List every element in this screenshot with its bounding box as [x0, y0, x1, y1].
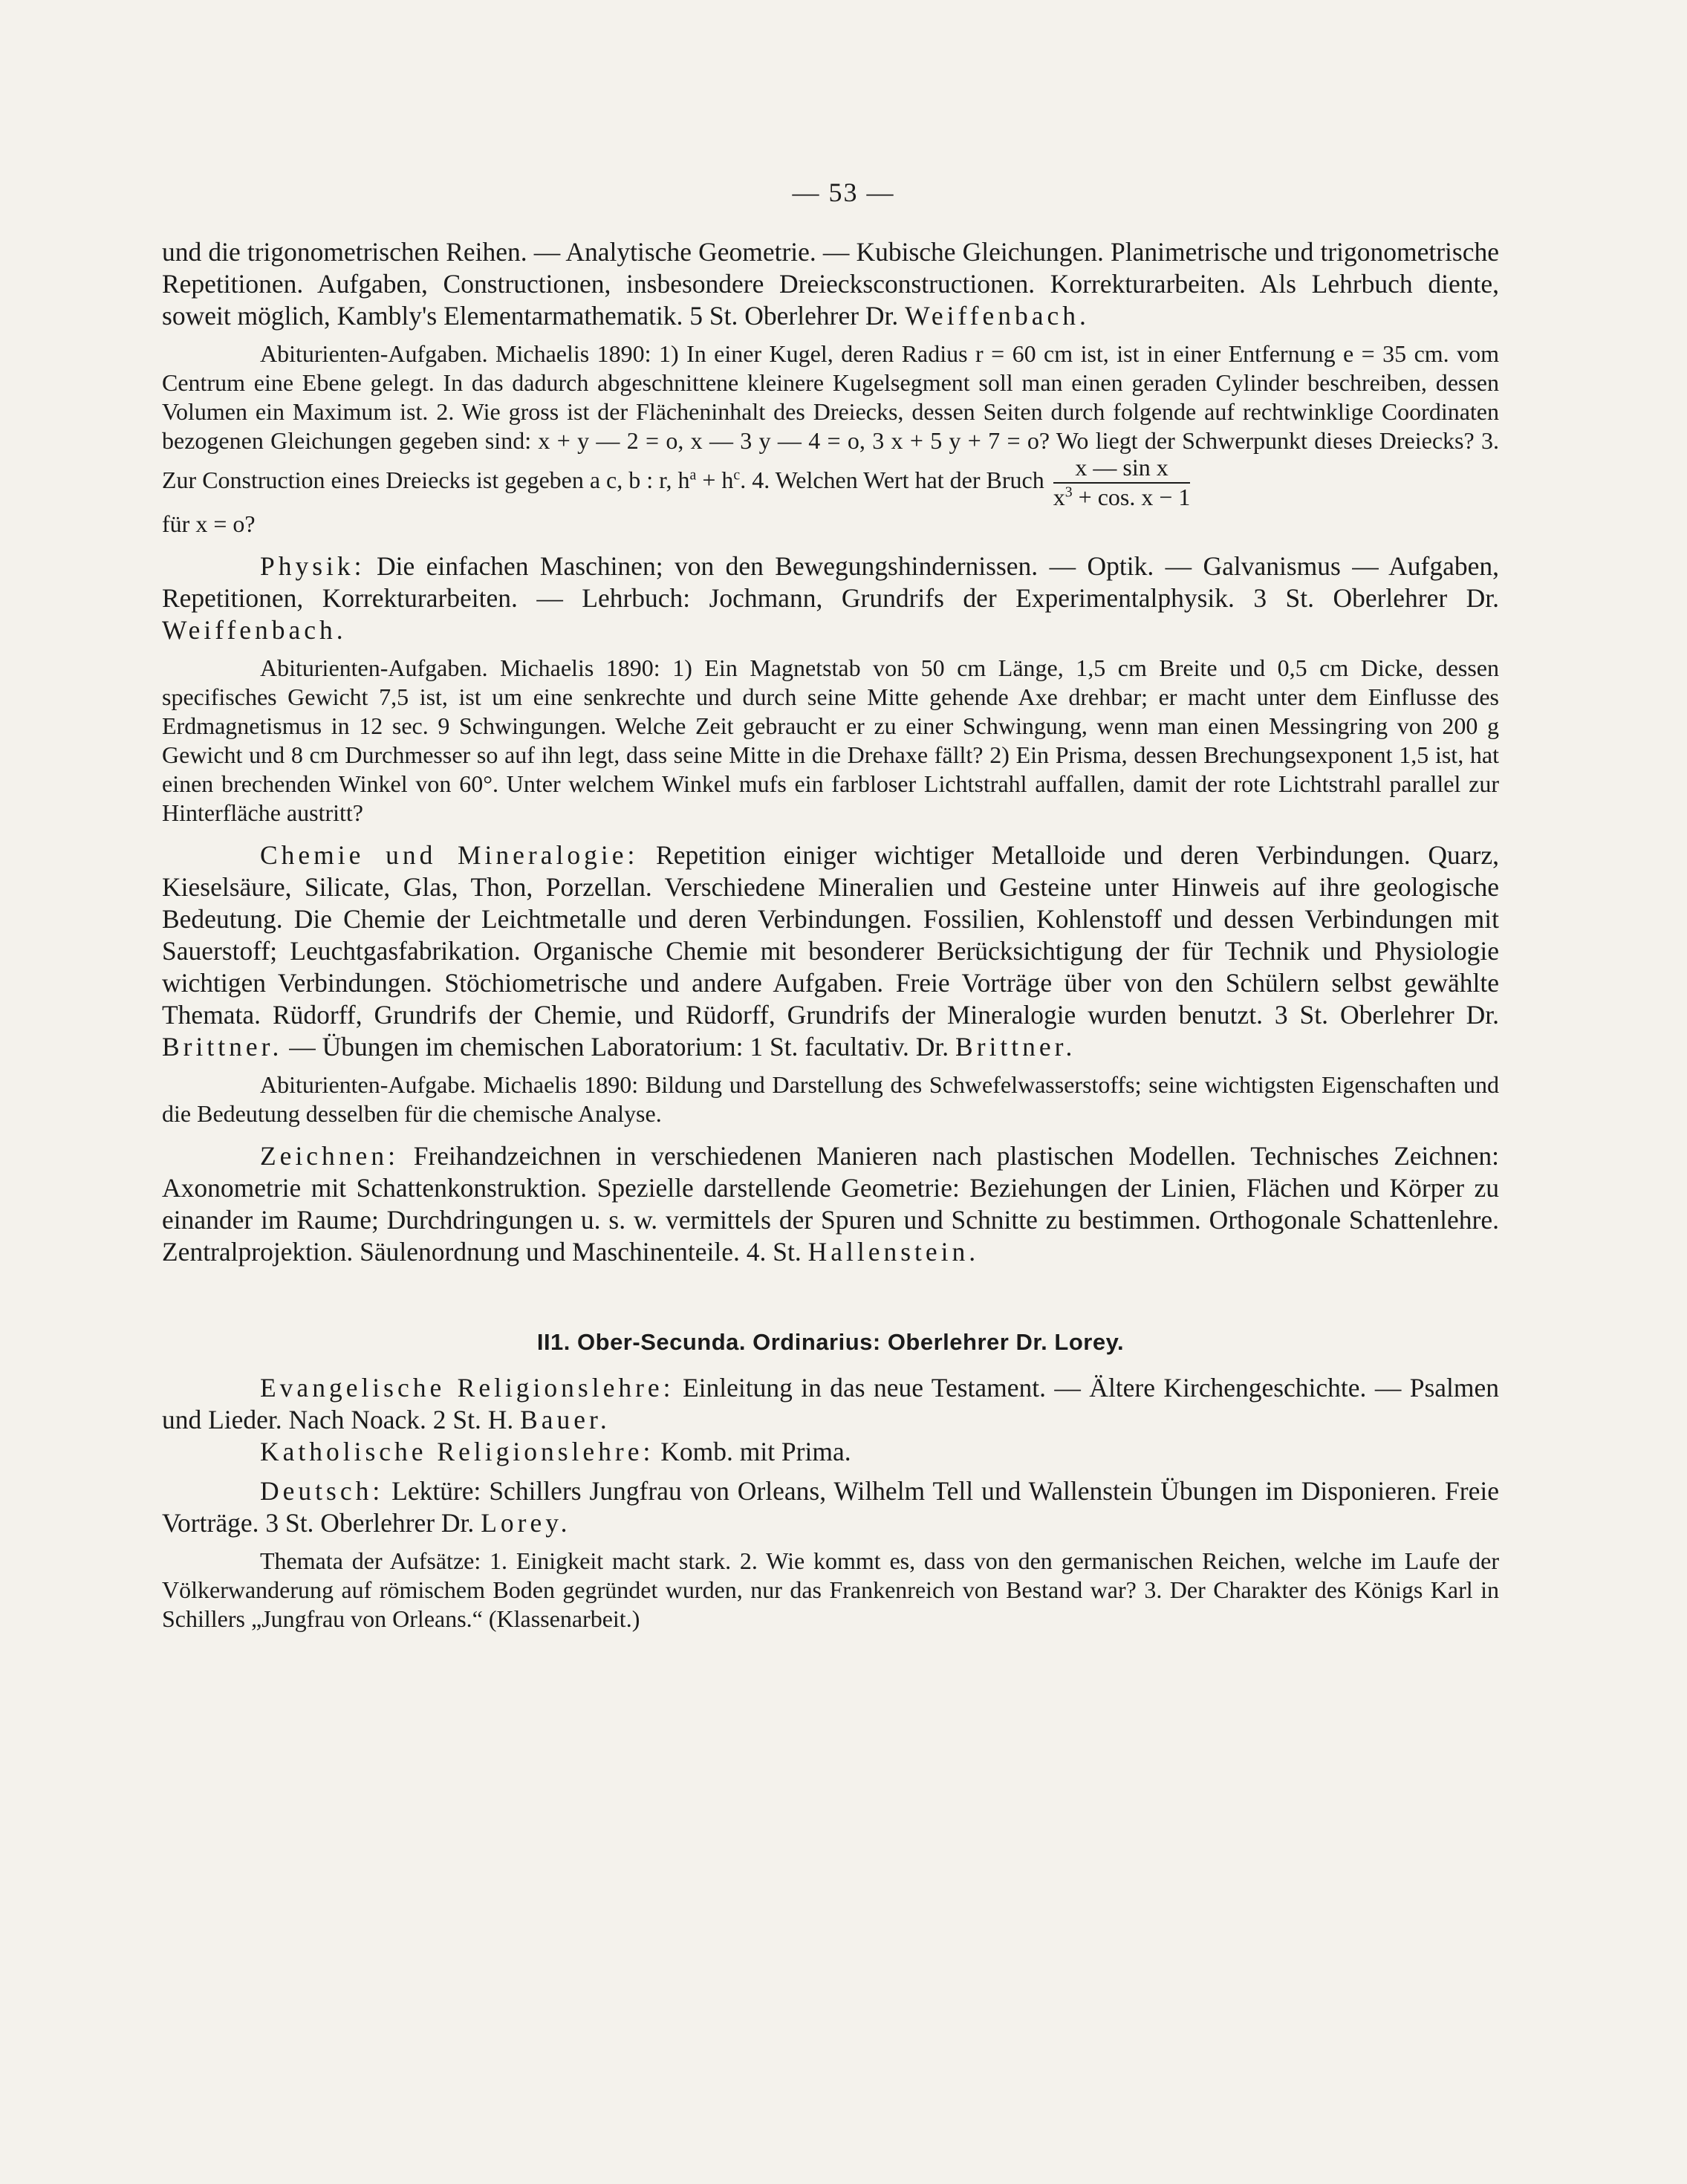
- math-fraction: [1053, 455, 1191, 510]
- chemie-teacher-2: Brittner.: [955, 1032, 1076, 1062]
- chemie-text: Repetition einiger wichtiger Metalloide und deren Verbindungen. Quarz, Kieselsäure, Silicate, Glas, Thon, Porzellan. Verschiedene Mineralien und Gesteine unter Hinweis auf ihre geologische Bedeutung. Die Chemie der Leichtmetalle und deren Verbindungen. Fossilien, Kohlenstoff und dessen Verbindungen mit Sauerstoff; Leuchtgasfabrikation. Organische Chemie mit besonderer Berücksichtigung der für Technik und Physiologie wichtigen Verbindungen. Stöchiometrische und andere Aufgaben. Freie Vorträge über von den Schülern selbst gewählte Themata. Rüdorff, Grundrifs der Chemie, und Rüdorff, Grundrifs der Mineralogie wurden benutzt. 3 St. Oberlehrer Dr.: [162, 840, 1500, 1030]
- chemie-text-2: — Übungen im chemischen Laboratorium: 1 St. facultativ. Dr.: [289, 1032, 949, 1062]
- physik-abitur-text: Michaelis 1890: 1) Ein Magnetstab von 50 cm Länge, 1,5 cm Breite und 0,5 cm Dicke, dessen specifisches Gewicht 7,5 ist, ist um eine senkrechte und durch seine Mitte gehende Axe drehbar; er macht unter dem Einflusse des Erdmagnetismus in 12 sec. 9 Schwingungen. Welche Zeit gebraucht er zu einer Schwingung, wenn man einen Messingring von 200 g Gewicht und 8 cm Durchmesser so auf ihn legt, dass seine Mitte in die Drehaxe fällt? 2) Ein Prisma, dessen Brechungsexponent 1,5 ist, hat einen brechenden Winkel von 60°. Unter welchem Winkel mufs ein farbloser Lichtstrahl auffallen, damit der rote Lichtstrahl parallel zur Hinterfläche austritt?: [162, 654, 1500, 827]
- fraction-den-exponent: 3: [1064, 483, 1073, 500]
- ev-religion-text: Einleitung in das neue Testament. — Ältere Kirchengeschichte. — Psalmen und Lieder. Nach Noack. 2 St. H.: [162, 1373, 1500, 1435]
- physik-heading: Physik:: [260, 551, 365, 582]
- math-h-a-sub: a: [689, 467, 697, 484]
- deutsch-teacher: Lorey.: [481, 1508, 571, 1538]
- math-paragraph: [162, 236, 1499, 332]
- ev-religion-teacher: Bauer.: [520, 1405, 611, 1435]
- chemie-abitur-paragraph: [162, 1070, 1499, 1128]
- deutsch-paragraph: [162, 1475, 1499, 1539]
- page-content: [162, 236, 1499, 1634]
- math-abitur-tail: für x = o?: [162, 510, 256, 538]
- chemie-abitur-text: Michaelis 1890: Bildung und Darstellung des Schwefelwasserstoffs; seine wichtigsten Eigenschaften und die Bedeutung desselben für die chemische Analyse.: [162, 1071, 1500, 1128]
- fraction-denominator: [1053, 484, 1191, 510]
- themata-paragraph: [162, 1547, 1499, 1634]
- section-title: II1. Ober-Secunda. Ordinarius: Oberlehrer Dr. Lorey.: [536, 1329, 1125, 1356]
- fraction-den-rest: + cos. x − 1: [1072, 483, 1191, 510]
- deutsch-heading: Deutsch:: [260, 1476, 384, 1507]
- zeichnen-teacher: Hallenstein.: [807, 1237, 980, 1267]
- physik-abitur-paragraph: [162, 654, 1499, 828]
- physik-paragraph: [162, 550, 1499, 646]
- math-text: und die trigonometrischen Reihen. — Analytische Geometrie. — Kubische Gleichungen. Planimetrische und trigonometrische Repetitionen. Aufgaben, Constructionen, insbesondere Dreiecksconstructionen. Korrekturarbeiten. Als Lehrbuch diente, soweit möglich, Kambly's Elementarmathematik. 5 St. Oberlehrer Dr.: [162, 237, 1499, 331]
- math-abitur-label: Abiturienten-Aufgaben.: [260, 340, 488, 367]
- ev-religion-paragraph: [162, 1372, 1499, 1436]
- zeichnen-paragraph: [162, 1140, 1499, 1268]
- chemie-teacher-1: Brittner.: [162, 1032, 283, 1062]
- physik-teacher: Weiffenbach.: [162, 615, 347, 646]
- chemie-heading: Chemie und Mineralogie:: [260, 840, 639, 871]
- ev-religion-heading: Evangelische Religionslehre:: [260, 1373, 675, 1403]
- kath-religion-heading: Katholische Religionslehre:: [260, 1437, 654, 1467]
- physik-text: Die einfachen Maschinen; von den Bewegungshindernissen. — Optik. — Galvanismus — Aufgaben, Repetitionen, Korrekturarbeiten. — Lehrbuch: Jochmann, Grundrifs der Experimentalphysik. 3 St. Oberlehrer Dr.: [162, 551, 1499, 614]
- math-plus: + h: [696, 466, 734, 493]
- physik-abitur-label: Abiturienten-Aufgaben.: [260, 654, 488, 682]
- math-q4: . 4. Welchen Wert hat der Bruch: [740, 466, 1044, 493]
- math-h-c-sub: c: [733, 467, 741, 484]
- kath-religion-text: Komb. mit Prima.: [660, 1437, 851, 1467]
- zeichnen-text: Freihandzeichnen in verschiedenen Manieren nach plastischen Modellen. Technisches Zeichnen: Axonometrie mit Schattenkonstruktion. Spezielle darstellende Geometrie: Beziehungen der Linien, Flächen und Körper zu einander im Raume; Durchdringungen u. s. w. vermittels der Spuren und Schnitte zu bestimmen. Orthogonale Schattenlehre. Zentralprojektion. Säulenordnung und Maschinenteile. 4. St.: [162, 1141, 1499, 1267]
- themata-text: Themata der Aufsätze: 1. Einigkeit macht stark. 2. Wie kommt es, dass von den germanischen Reichen, welche im Laufe der Völkerwanderung auf römischem Boden gegründet wurden, nur das Frankenreich von Bestand war? 3. Der Charakter des Königs Karl in Schillers „Jungfrau von Orleans.“ (Klassenarbeit.): [162, 1547, 1499, 1633]
- chemie-paragraph: [162, 839, 1499, 1063]
- fraction-den-x: x: [1053, 483, 1065, 510]
- zeichnen-heading: Zeichnen:: [260, 1141, 399, 1171]
- math-abitur-text: Michaelis 1890: 1) In einer Kugel, deren Radius r = 60 cm ist, ist in einer Entfernung e = 35 cm. vom Centrum eine Ebene gelegt. In das dadurch abgeschnittene kleinere Kugelsegment soll man einen geraden Cylinder beschreiben, dessen Volumen ein Maximum ist. 2. Wie gross ist der Flächeninhalt des Dreiecks, dessen Seiten durch folgende auf rechtwinklige Coordinaten bezogenen Gleichungen gegeben sind: x + y — 2 = o, x — 3 y — 4 = o, 3 x + 5 y + 7 = o? Wo liegt der Schwerpunkt dieses Dreiecks? 3. Zur Construction eines Dreiecks ist gegeben a c, b : r,: [162, 340, 1500, 493]
- deutsch-text: Lektüre: Schillers Jungfrau von Orleans, Wilhelm Tell und Wallenstein Übungen im Disponieren. Freie Vorträge. 3 St. Oberlehrer Dr.: [162, 1476, 1499, 1538]
- kath-religion-paragraph: [162, 1436, 1499, 1468]
- math-abitur-paragraph: Abiturienten-Aufgaben. Michaelis 1890: 1) In einer Kugel, deren Radius r = 60 cm ist, ist in einer Entfernung e = 35 cm. vom Centrum eine Ebene gelegt. In das dadurch abgeschnittene kleinere Kugelsegment soll man einen geraden Cylinder beschreiben, dessen Volumen ein Maximum ist. 2. Wie gross ist der Flächeninhalt des Dreiecks, dessen Seiten durch folgende auf rechtwinklige Coordinaten bezogenen Gleichungen gegeben sind: x + y — 2 = o, x — 3 y — 4 = o, 3 x + 5 y + 7 = o? Wo liegt der Schwerpunkt dieses Dreiecks? 3. Zur Construction eines Dreiecks ist gegeben a c, b : r, $h^a + h^c$. 4. Welchen Wert hat der Bruch $\frac{\text{x — sin x}}{x^3 + \cos. x - 1}$ für x = o?: [162, 340, 1500, 538]
- page-number: — 53 —: [792, 178, 895, 207]
- chemie-abitur-label: Abiturienten-Aufgabe.: [260, 1071, 476, 1099]
- math-teacher: Weiffenbach.: [905, 301, 1090, 331]
- fraction-numerator: x — sin x: [1053, 455, 1191, 484]
